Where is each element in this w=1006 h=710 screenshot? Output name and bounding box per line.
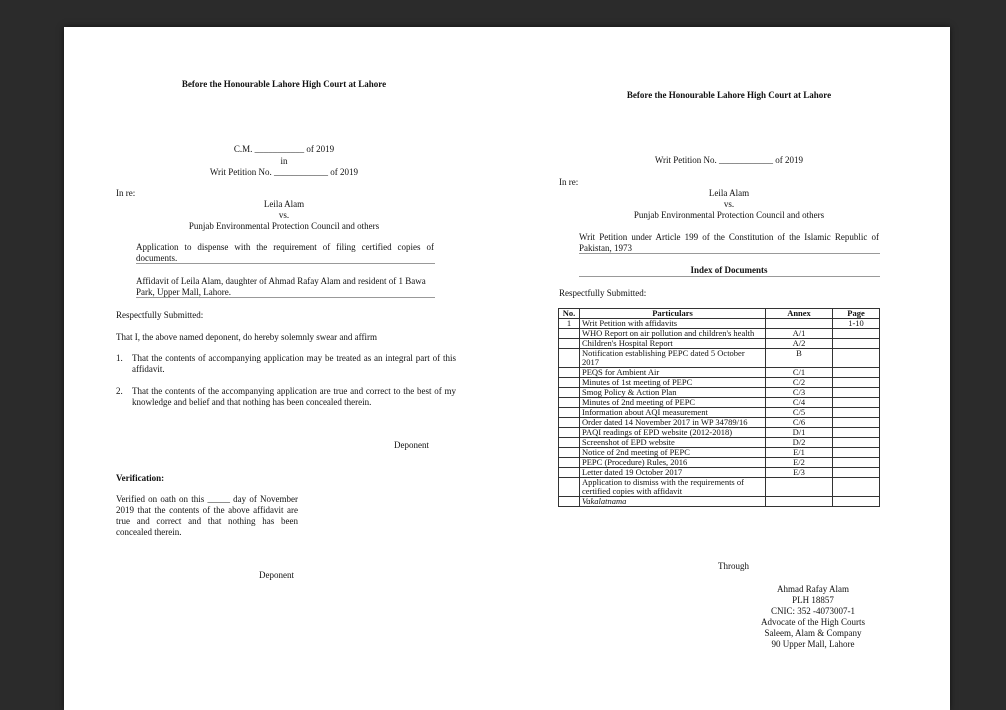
left-verification-title: Verification: (116, 473, 165, 483)
row-page (833, 388, 880, 398)
row-no (559, 418, 580, 428)
table-row (559, 497, 880, 507)
left-verification-text: Verified on oath on this _____ day of November 2019 that the contents of the above affidavit are true and correct and that nothing has been concealed therein. (116, 494, 298, 537)
row-no (559, 408, 580, 418)
row-no (559, 478, 580, 497)
row-particulars: WHO Report on air pollution and children's health (580, 329, 766, 339)
right-article-underline (579, 253, 880, 254)
row-page (833, 478, 880, 497)
advocate-line: Ahmad Rafay Alam (777, 584, 849, 594)
row-page (833, 458, 880, 468)
table-row (559, 329, 880, 339)
right-index-underline (579, 276, 880, 277)
row-no: 1 (559, 319, 580, 329)
left-in-re: In re: (116, 188, 136, 198)
left-court-heading: Before the Honourable Lahore High Court at Lahore (181, 79, 387, 89)
left-item2-text: That the contents of the accompanying application are true and correct to the best of my knowledge and belief and that nothing has been concealed therein. (132, 386, 456, 407)
row-no (559, 458, 580, 468)
row-annex: E/2 (766, 458, 833, 468)
row-particulars: Smog Policy & Action Plan (580, 388, 766, 398)
row-annex: D/1 (766, 428, 833, 438)
header-no: No. (559, 309, 580, 319)
advocate-line: 90 Upper Mall, Lahore (771, 639, 855, 649)
row-particulars: Screenshot of EPD website (580, 438, 766, 448)
left-affidavit-underline (136, 297, 435, 298)
right-index-title: Index of Documents (690, 265, 768, 275)
right-wp-line: Writ Petition No. ____________ of 2019 (654, 155, 804, 165)
row-annex: C/1 (766, 368, 833, 378)
advocate-line: PLH 18857 (792, 595, 834, 605)
header-annex: Annex (766, 309, 833, 319)
table-row (559, 388, 880, 398)
row-particulars: Writ Petition with affidavits (580, 319, 766, 329)
row-page (833, 468, 880, 478)
left-deponent-1: Deponent (394, 440, 429, 450)
row-page: 1-10 (833, 319, 880, 329)
left-item1-number: 1. (116, 353, 123, 363)
row-annex: E/3 (766, 468, 833, 478)
row-particulars: Children's Hospital Report (580, 339, 766, 349)
row-annex: B (766, 349, 833, 368)
row-no (559, 329, 580, 339)
left-in: in (280, 156, 288, 166)
left-petitioner: Leila Alam (263, 199, 305, 209)
row-particulars: Notification establishing PEPC dated 5 October 2017 (580, 349, 766, 368)
row-particulars: Minutes of 1st meeting of PEPC (580, 378, 766, 388)
advocate-line: Advocate of the High Courts (761, 617, 865, 627)
row-no (559, 368, 580, 378)
table-row (559, 368, 880, 378)
index-table-header (559, 309, 880, 319)
row-particulars: PEPC (Procedure) Rules, 2016 (580, 458, 766, 468)
table-row (559, 398, 880, 408)
right-court-heading: Before the Honourable Lahore High Court at Lahore (626, 90, 832, 100)
table-row (559, 478, 880, 497)
row-page (833, 329, 880, 339)
row-page (833, 428, 880, 438)
table-row (559, 448, 880, 458)
table-row (559, 438, 880, 448)
left-affidavit-title: Affidavit of Leila Alam, daughter of Ahmad Rafay Alam and resident of 1 Bawa Park, Upper Mall, Lahore. (136, 276, 426, 297)
row-particulars: Notice of 2nd meeting of PEPC (580, 448, 766, 458)
row-particulars: Information about AQI measurement (580, 408, 766, 418)
left-respectfully-submitted: Respectfully Submitted: (116, 310, 204, 320)
table-row (559, 408, 880, 418)
row-page (833, 349, 880, 368)
table-row (559, 339, 880, 349)
row-particulars: Letter dated 19 October 2017 (580, 468, 766, 478)
left-item2-number: 2. (116, 386, 123, 396)
row-no (559, 398, 580, 408)
row-annex: A/1 (766, 329, 833, 339)
row-no (559, 468, 580, 478)
right-respondent: Punjab Environmental Protection Council and others (633, 210, 825, 220)
row-particulars: PEQS for Ambient Air (580, 368, 766, 378)
advocate-line: CNIC: 352 -4073007-1 (771, 606, 855, 616)
row-page (833, 438, 880, 448)
right-in-re: In re: (559, 177, 579, 187)
row-particulars: Minutes of 2nd meeting of PEPC (580, 398, 766, 408)
row-particulars: PAQI readings of EPD website (2012-2018) (580, 428, 766, 438)
right-through: Through (718, 561, 749, 571)
row-no (559, 497, 580, 507)
row-annex: C/4 (766, 398, 833, 408)
left-wp-line: Writ Petition No. ____________ of 2019 (209, 167, 359, 177)
row-page (833, 448, 880, 458)
right-vs: vs. (723, 199, 735, 209)
right-article-title: Writ Petition under Article 199 of the Constitution of the Islamic Republic of Pakistan, 1973 (579, 232, 879, 253)
left-deponent-2: Deponent (259, 570, 294, 580)
row-particulars: Application to dismiss with the requirements of certified copies with affidavit (580, 478, 766, 497)
header-page: Page (833, 309, 880, 319)
row-no (559, 378, 580, 388)
row-annex: C/6 (766, 418, 833, 428)
row-no (559, 349, 580, 368)
table-row (559, 378, 880, 388)
table-row (559, 458, 880, 468)
row-no (559, 448, 580, 458)
row-page (833, 408, 880, 418)
table-row (559, 349, 880, 368)
row-annex: C/2 (766, 378, 833, 388)
index-table (558, 308, 880, 507)
left-vs: vs. (278, 210, 290, 220)
row-page (833, 418, 880, 428)
advocate-line: Saleem, Alam & Company (764, 628, 862, 638)
row-particulars: Vakalatnama (580, 497, 766, 507)
table-row (559, 468, 880, 478)
table-row (559, 418, 880, 428)
row-page (833, 497, 880, 507)
row-no (559, 388, 580, 398)
row-particulars: Order dated 14 November 2017 in WP 34789/16 (580, 418, 766, 428)
right-respectfully-submitted: Respectfully Submitted: (559, 288, 647, 298)
row-annex: C/3 (766, 388, 833, 398)
left-application-underline (136, 263, 435, 264)
header-particulars: Particulars (580, 309, 766, 319)
row-no (559, 339, 580, 349)
advocate-block (744, 584, 882, 650)
left-cm-line: C.M. ___________ of 2019 (233, 144, 335, 154)
left-deponent-statement: That I, the above named deponent, do hereby solemnly swear and affirm (116, 332, 377, 342)
row-annex: C/5 (766, 408, 833, 418)
row-page (833, 339, 880, 349)
row-annex: E/1 (766, 448, 833, 458)
row-page (833, 368, 880, 378)
left-application-title: Application to dispense with the requirement of filing certified copies of documents. (136, 242, 434, 263)
row-page (833, 398, 880, 408)
row-annex (766, 478, 833, 497)
table-row (559, 428, 880, 438)
row-annex (766, 319, 833, 329)
left-respondent: Punjab Environmental Protection Council and others (188, 221, 380, 231)
row-annex: A/2 (766, 339, 833, 349)
row-annex (766, 497, 833, 507)
left-item1-text: That the contents of accompanying application may be treated as an integral part of this affidavit. (132, 353, 456, 374)
right-petitioner: Leila Alam (708, 188, 750, 198)
row-no (559, 438, 580, 448)
table-row (559, 319, 880, 329)
row-page (833, 378, 880, 388)
row-annex: D/2 (766, 438, 833, 448)
document-page (64, 27, 950, 710)
row-no (559, 428, 580, 438)
